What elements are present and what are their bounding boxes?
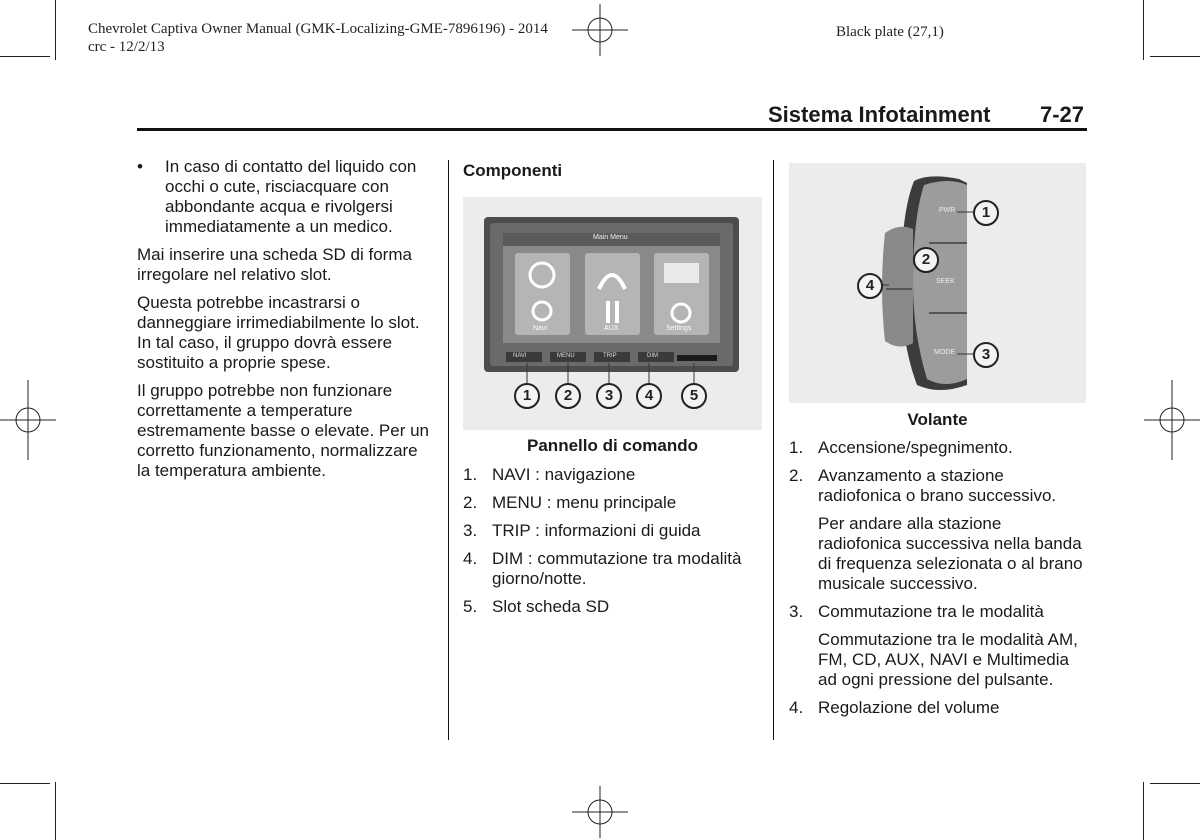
callout-3: 3 bbox=[596, 383, 622, 409]
tile-label: Settings bbox=[666, 325, 692, 332]
crop-mark bbox=[0, 783, 50, 784]
callout-5: 5 bbox=[681, 383, 707, 409]
item-text: Regolazione del volume bbox=[818, 698, 1000, 717]
wheel-button-label: SEEK bbox=[936, 278, 955, 285]
item-number: 2. bbox=[789, 466, 804, 485]
crop-mark bbox=[1143, 782, 1144, 840]
registration-mark-icon bbox=[1144, 380, 1200, 460]
item-text: Avanzamento a stazione radiofonica o brano successivo. bbox=[818, 466, 1057, 505]
item-detail: Commutazione tra le modalità AM, FM, CD, AUX, NAVI e Multimedia ad ogni pressione del pulsante. bbox=[818, 630, 1078, 689]
item-number: 3. bbox=[789, 602, 804, 621]
list-item bbox=[789, 698, 1089, 718]
item-detail: Per andare alla stazione radiofonica successiva nella banda di frequenza selezionata o al brano musicale successivo. bbox=[818, 514, 1083, 593]
figure-caption: Pannello di comando bbox=[527, 436, 698, 455]
screen-title: Main Menu bbox=[593, 234, 628, 241]
crop-mark bbox=[55, 782, 56, 840]
steering-list bbox=[789, 438, 1089, 726]
list-item bbox=[463, 597, 763, 617]
item-text: NAVI : navigazione bbox=[492, 465, 636, 484]
callout-1: 1 bbox=[514, 383, 540, 409]
panel-button-label: DIM bbox=[647, 353, 658, 359]
item-text: Slot scheda SD bbox=[492, 597, 610, 616]
callout-2: 2 bbox=[913, 247, 939, 273]
crop-mark bbox=[0, 56, 50, 57]
components-heading: Componenti bbox=[463, 161, 563, 180]
crop-mark bbox=[1150, 783, 1200, 784]
steering-wheel-figure bbox=[789, 163, 1086, 403]
registration-mark-icon bbox=[0, 380, 56, 460]
registration-mark-icon bbox=[572, 786, 628, 838]
list-item bbox=[463, 521, 763, 541]
item-number: 4. bbox=[463, 549, 478, 568]
bullet-item bbox=[137, 157, 432, 237]
callout-1: 1 bbox=[973, 200, 999, 226]
print-header-line2: crc - 12/2/13 bbox=[88, 39, 165, 55]
column-divider bbox=[448, 160, 449, 740]
callout-4: 4 bbox=[636, 383, 662, 409]
bullet-icon: • bbox=[137, 157, 143, 176]
wheel-button-label: PWR bbox=[939, 207, 956, 214]
header-rule bbox=[137, 128, 1087, 131]
plate-label: Black plate (27,1) bbox=[836, 24, 944, 40]
item-text: Accensione/spegnimento. bbox=[818, 438, 1013, 457]
component-list bbox=[463, 465, 763, 625]
list-item bbox=[463, 493, 763, 513]
paragraph: Mai inserire una scheda SD di forma irregolare nel relativo slot. bbox=[137, 245, 412, 284]
list-item bbox=[789, 602, 1089, 622]
item-text: MENU : menu principale bbox=[492, 493, 677, 512]
bullet-text: In caso di contatto del liquido con occhi o cute, risciacquare con abbondante acqua e rivolgersi immediatamente a un medico. bbox=[165, 157, 417, 236]
column-divider bbox=[773, 160, 774, 740]
paragraph: Questa potrebbe incastrarsi o danneggiare irrimediabilmente lo slot. In tal caso, il gruppo dovrà essere sostituito a proprie spese. bbox=[137, 293, 420, 372]
item-number: 3. bbox=[463, 521, 478, 540]
list-item bbox=[463, 549, 763, 589]
list-item bbox=[789, 438, 1089, 458]
callout-3: 3 bbox=[973, 342, 999, 368]
item-number: 1. bbox=[463, 465, 478, 484]
panel-button-label: TRIP bbox=[603, 353, 617, 359]
item-number: 2. bbox=[463, 493, 478, 512]
list-item bbox=[463, 465, 763, 485]
tile-label: Navi bbox=[533, 325, 548, 332]
item-number: 1. bbox=[789, 438, 804, 457]
column-1 bbox=[137, 157, 432, 489]
callout-2: 2 bbox=[555, 383, 581, 409]
item-number: 4. bbox=[789, 698, 804, 717]
wheel-button-label: MODE bbox=[934, 349, 955, 356]
paragraph: Il gruppo potrebbe non funzionare correttamente a temperature estremamente basse o elevate. Per un corretto funzionamento, normalizzare la temperatura ambiente. bbox=[137, 381, 429, 480]
callout-4: 4 bbox=[857, 273, 883, 299]
crop-mark bbox=[1143, 0, 1144, 60]
panel-button-label: MENU bbox=[557, 353, 575, 359]
figure-caption: Volante bbox=[907, 410, 968, 429]
control-panel-figure bbox=[463, 197, 762, 430]
item-text: Commutazione tra le modalità bbox=[818, 602, 1044, 621]
print-header bbox=[88, 20, 588, 56]
section-title: Sistema Infotainment bbox=[768, 102, 991, 127]
crop-mark bbox=[1150, 56, 1200, 57]
item-text: TRIP : informazioni di guida bbox=[492, 521, 701, 540]
item-number: 5. bbox=[463, 597, 478, 616]
print-header-line1: Chevrolet Captiva Owner Manual (GMK-Localizing-GME-7896196) - 2014 bbox=[88, 21, 548, 37]
crop-mark bbox=[55, 0, 56, 60]
page-number: 7-27 bbox=[1040, 102, 1085, 127]
list-item bbox=[789, 466, 1089, 506]
panel-button-label: NAVI bbox=[513, 353, 527, 359]
item-text: DIM : commutazione tra modalità giorno/notte. bbox=[492, 549, 742, 588]
tile-label: AUX bbox=[604, 325, 619, 332]
